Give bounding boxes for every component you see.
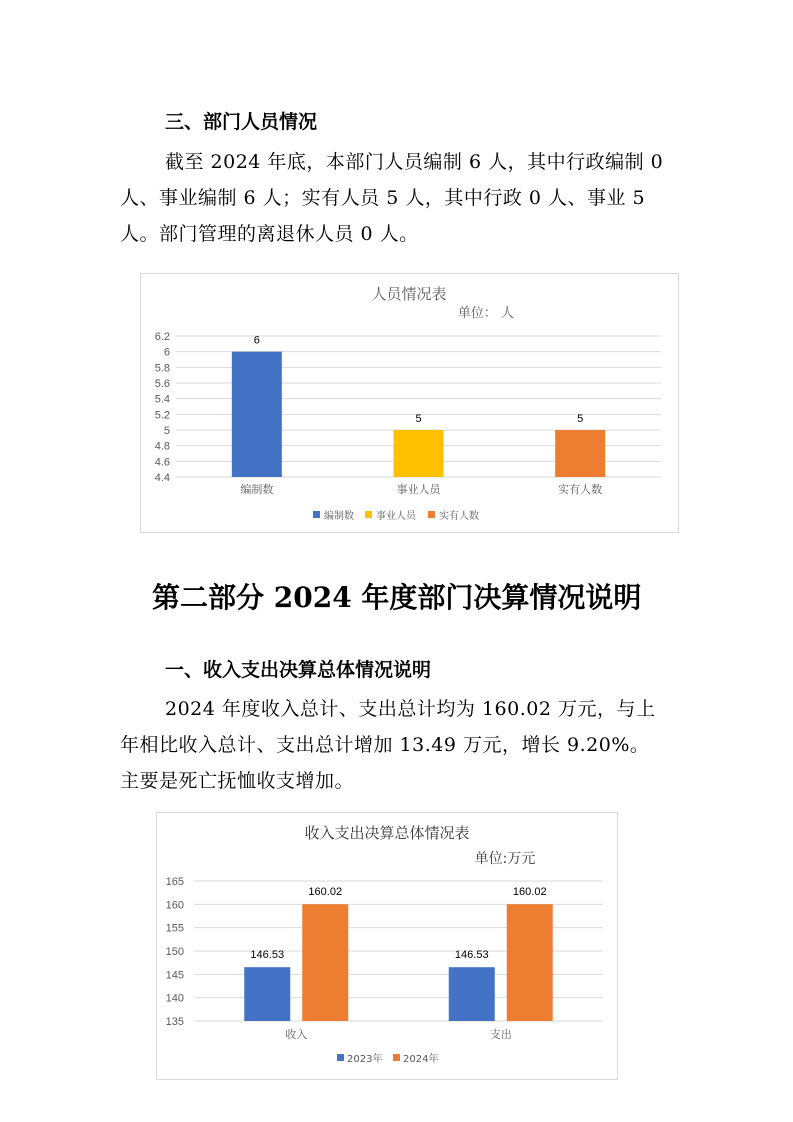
legend-swatch [393,1054,400,1061]
y-tick-label: 155 [165,922,184,935]
bar [394,430,444,477]
y-tick-label: 6.2 [154,331,170,343]
legend-swatch [337,1054,344,1061]
bar [302,904,348,1021]
category-label: 收入 [285,1028,308,1041]
staff-chart-svg [141,274,678,532]
category-label: 编制数 [240,483,274,496]
category-label: 实有人数 [558,483,603,496]
legend-label: 2024年 [403,1054,439,1065]
legend-swatch [365,511,372,518]
y-tick-label: 5.8 [154,362,170,375]
bar [449,967,495,1021]
category-label: 支出 [489,1028,512,1041]
paragraph-line: 人、事业编制 6 人；实有人员 5 人，其中行政 0 人、事业 5 [120,187,646,209]
y-tick-label: 140 [165,992,184,1005]
chart-subtitle: 单位:万元 [474,851,536,867]
y-tick-label: 4.4 [154,472,170,484]
legend-swatch [313,511,320,518]
legend-label: 2023年 [347,1054,383,1065]
y-tick-label: 135 [165,1016,184,1028]
staff-chart [140,273,679,533]
paragraph-line: 年相比收入总计、支出总计增加 13.49 万元，增长 9.20%。 [120,734,650,756]
data-label: 160.02 [512,886,547,899]
bar [244,967,290,1021]
bar [555,430,605,477]
section-heading-budget: 一、收入支出决算总体情况说明 [165,659,432,681]
y-tick-label: 5.4 [154,393,170,406]
y-tick-label: 165 [165,876,184,888]
legend-swatch [428,511,435,518]
legend-label: 编制数 [324,511,354,522]
bar [507,904,553,1021]
section-heading-staff: 三、部门人员情况 [165,111,318,133]
y-tick-label: 5 [163,425,170,437]
chart-subtitle: 单位： 人 [457,306,515,321]
data-label: 5 [577,413,584,425]
paragraph-line: 人。部门管理的离退休人员 0 人。 [120,223,419,245]
paragraph-line: 2024 年度收入总计、支出总计均为 160.02 万元，与上 [165,698,656,720]
legend-label: 事业人员 [376,511,416,522]
paragraph-line: 主要是死亡抚恤收支增加。 [120,770,355,792]
data-label: 146.53 [250,949,285,962]
chart-title: 人员情况表 [371,285,447,303]
budget-chart [156,812,618,1080]
y-tick-label: 6 [163,346,170,359]
y-tick-label: 150 [165,946,184,958]
category-label: 事业人员 [396,483,441,496]
budget-chart-svg [157,813,617,1079]
y-tick-label: 4.6 [154,456,170,469]
part-title: 第二部分 2024 年度部门决算情况说明 [152,581,642,614]
y-tick-label: 4.8 [154,440,170,453]
legend-label: 实有人数 [439,511,479,522]
data-label: 146.53 [454,949,489,962]
data-label: 160.02 [308,886,343,899]
data-label: 6 [253,334,260,347]
chart-title: 收入支出决算总体情况表 [304,824,470,842]
y-tick-label: 5.2 [154,409,170,422]
y-tick-label: 5.6 [154,378,170,390]
y-tick-label: 145 [165,969,184,982]
paragraph-line: 截至 2024 年底，本部门人员编制 6 人，其中行政编制 0 [165,151,664,173]
data-label: 5 [415,413,422,425]
y-tick-label: 160 [165,899,184,912]
bar [232,352,282,477]
